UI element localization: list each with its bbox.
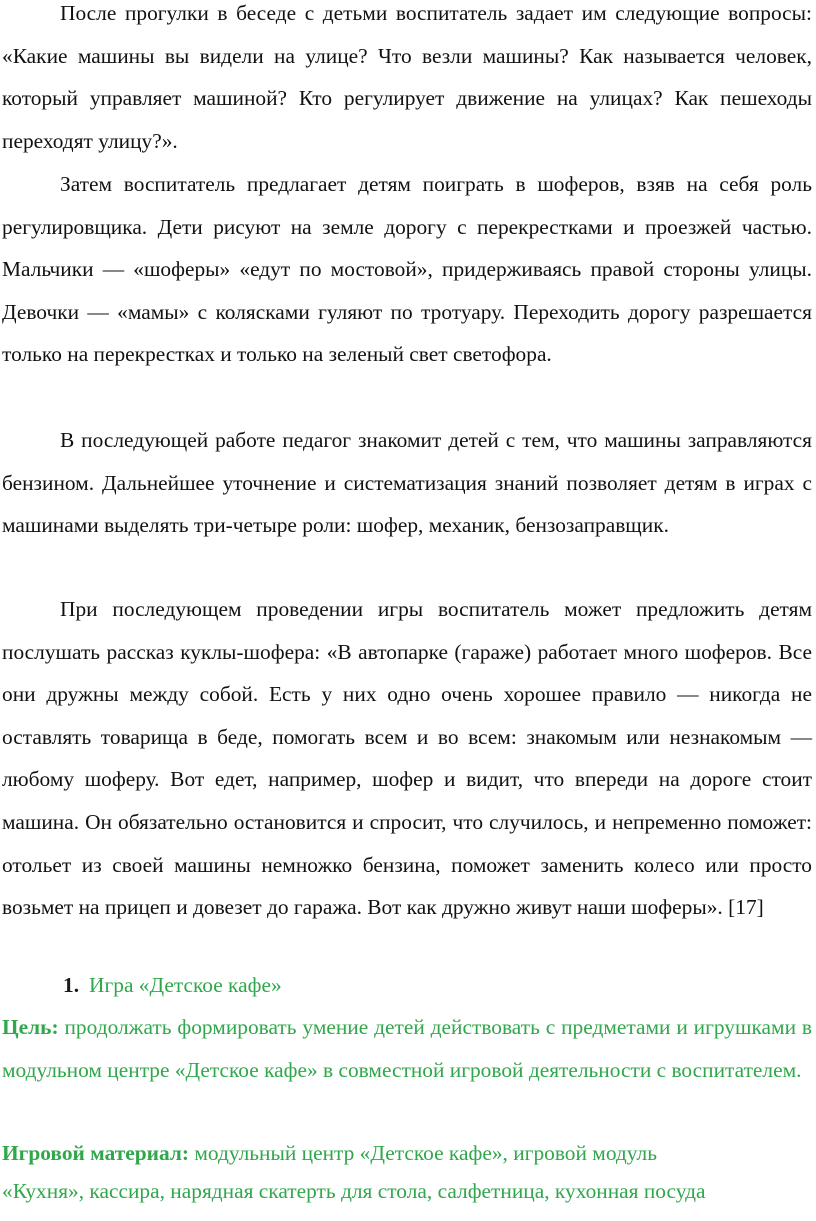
goal-text: продолжать формировать умение детей действовать с предметами и игрушками в модульном центре «Детское кафе» в совместной игровой деятельности с воспитателем. bbox=[2, 1015, 812, 1082]
paragraph-doll-story: При последующем проведении игры воспитатель может предложить детям послушать рассказ куклы-шофера: «В автопарке (гараже) работает много шоферов. Все они дружны между собой. Есть у них одно очень хорошее правило — никогда не оставлять товарища в беде, помогать всем и во всем: знакомым или незнакомым — любому шоферу. Вот едет, например, шофер и видит, что впереди на дороге стоит машина. Он обязательно остановится и спросит, что случилось, и непременно поможет: отольет из своей машины немножко бензина, поможет заменить колесо или просто возьмет на прицеп и довезет до гаража. Вот как дружно живут наши шоферы». [17] bbox=[2, 597, 812, 920]
game-heading-number: 1. bbox=[63, 973, 80, 997]
game-heading-title: Игра «Детское кафе» bbox=[89, 973, 282, 997]
goal-label: Цель: bbox=[2, 1015, 59, 1039]
game-heading bbox=[63, 964, 282, 1006]
paragraph-driver-game: Затем воспитатель предлагает детям поиграть в шоферов, взяв на себя роль регулировщика. Дети рисуют на земле дорогу с перекрестками и проезжей частью. Мальчики — «шоферы» «едут по мостовой», придерживаясь правой стороны улицы. Девочки — «мамы» с колясками гуляют по тротуару. Переходить дорогу разрешается только на перекрестках и только на зеленый свет светофора. bbox=[2, 172, 812, 367]
material-label: Игровой материал: bbox=[2, 1141, 189, 1165]
paragraph-walk-discussion: После прогулки в беседе с детьми воспитатель задает им следующие вопросы: «Какие машины вы видели на улице? Что везли машины? Как называется человек, который управляет машиной? Кто регулирует движение на улицах? Как пешеходы переходят улицу?». bbox=[2, 1, 812, 153]
material-text-line1: модульный центр «Детское кафе», игровой модуль bbox=[194, 1141, 657, 1165]
material-text-line2: «Кухня», кассира, нарядная скатерть для стола, салфетница, кухонная посуда bbox=[2, 1179, 706, 1203]
material-block bbox=[2, 1134, 812, 1210]
goal-block bbox=[2, 1006, 812, 1091]
paragraph-fuel-roles: В последующей работе педагог знакомит детей с тем, что машины заправляются бензином. Дальнейшее уточнение и систематизация знаний позволяет детям в играх с машинами выделять три-четыре роли: шофер, механик, бензозаправщик. bbox=[2, 428, 812, 538]
